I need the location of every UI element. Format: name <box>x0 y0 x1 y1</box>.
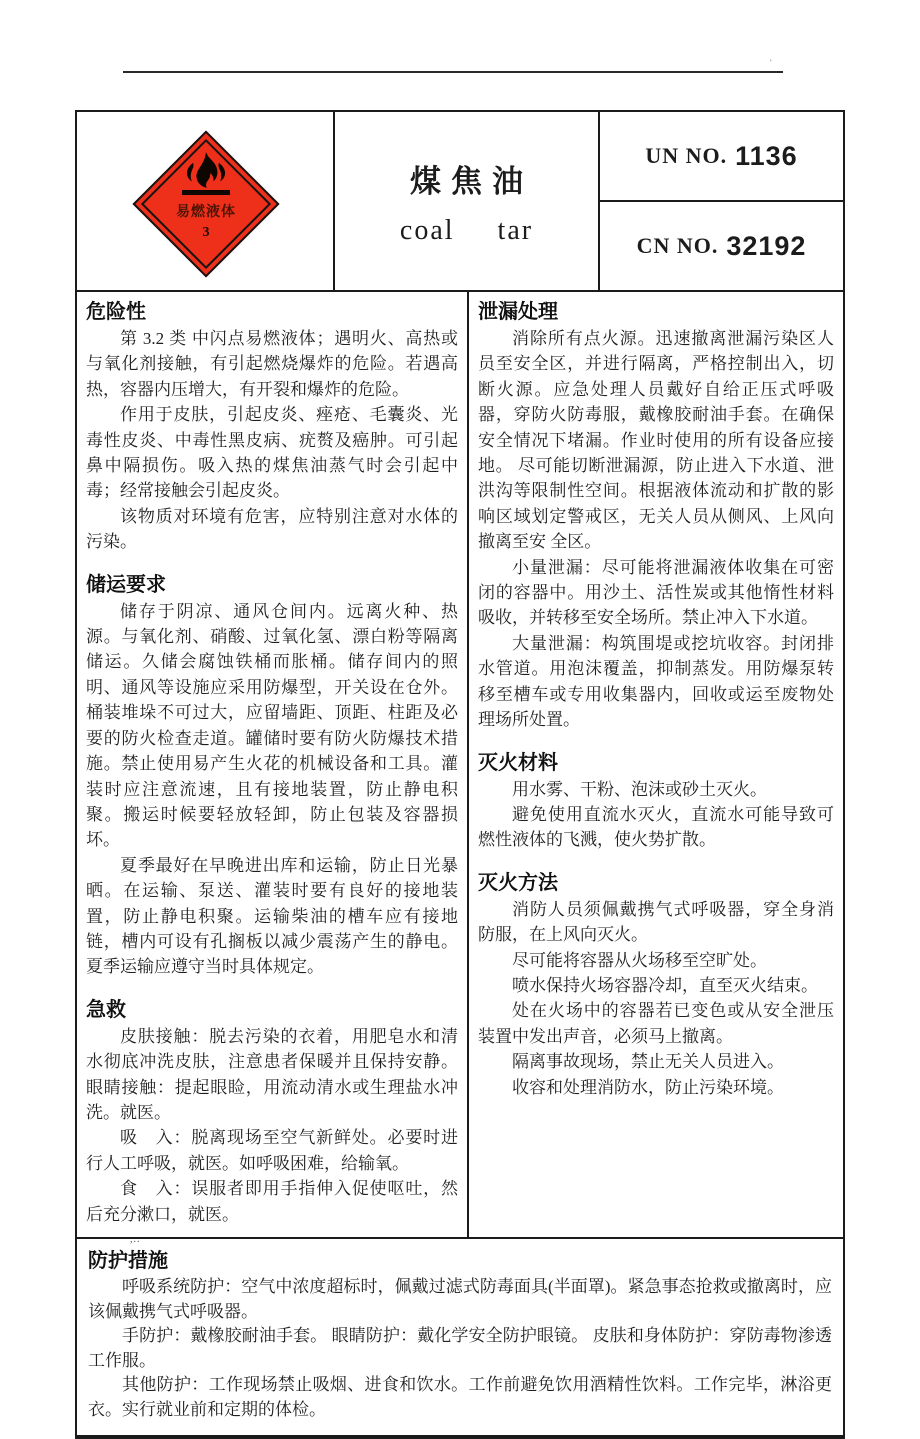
cn-number-box <box>600 202 843 290</box>
paragraph: 收容和处理消防水，防止污染环境。 <box>512 1077 784 1097</box>
section-heading: 储运要求 <box>86 573 166 596</box>
diamond-label: 易燃液体 <box>176 205 236 220</box>
diamond-content <box>131 129 281 279</box>
section-heading: 灭火材料 <box>478 751 558 774</box>
section-heading: 防护措施 <box>88 1250 168 1272</box>
paragraph: 隔离事故现场，禁止无关人员进入。 <box>512 1052 784 1072</box>
scan-artifact-mark: ,.. <box>130 1234 141 1245</box>
product-title-cell <box>335 112 600 290</box>
diamond-class-number: 3 <box>202 225 210 240</box>
un-number-box <box>600 112 843 202</box>
protective-measures-section <box>77 1239 843 1435</box>
paragraph: 用水雾、干粉、泡沫或砂土灭火。 <box>512 779 767 799</box>
left-column <box>77 292 469 1237</box>
paragraph: 尽可能将容器从火场移至空旷处。 <box>512 950 767 970</box>
header-row <box>77 112 843 292</box>
paragraph: 其他防护：工作现场禁止吸烟、进食和饮水。工作前避免饮用酒精性饮料。工作完毕，淋浴更衣。实行就业前和定期的体检。 <box>88 1375 832 1419</box>
hazard-label-cell <box>77 112 335 290</box>
paragraph: 避免使用直流水灭火，直流水可能导致可燃性液体的飞溅，使火势扩散。 <box>478 804 834 850</box>
paragraph: 大量泄漏：构筑围堤或挖坑收容。封闭排水管道。用泡沫覆盖，抑制蒸发。用防爆泵转移至槽车或专用收集器内，回收或运至废物处理场所处置。 <box>478 633 834 730</box>
section-heading: 灭火方法 <box>478 871 558 894</box>
paragraph: 喷水保持火场容器冷却，直至灭火结束。 <box>512 975 818 995</box>
paragraph: 作用于皮肤，引起皮炎、痤疮、毛囊炎、光毒性皮炎、中毒性黑皮病、疣赘及癌肿。可引起鼻中隔损伤。吸入热的煤焦油蒸气时会引起中毒；经常接触会引起皮炎。 <box>86 405 458 501</box>
cn-number-label: CN NO. <box>636 233 719 258</box>
section-heading: 泄漏处理 <box>478 301 558 323</box>
paragraph: 该物质对环境有危害，应特别注意对水体的污染。 <box>86 506 458 552</box>
safety-sheet-table <box>75 110 845 1439</box>
un-number-value: 1136 <box>735 140 798 171</box>
paragraph: 吸 入：脱离现场至空气新鲜处。必要时进行人工呼吸，就医。如呼吸困难，给输氧。 <box>86 1128 458 1173</box>
codes-cell <box>600 112 843 290</box>
paragraph: 小量泄漏：尽可能将泄漏液体收集在可密闭的容器中。用沙土、活性炭或其他惰性材料吸收，并转移至安全场所。禁止冲入下水道。 <box>478 557 834 628</box>
top-rule <box>123 71 783 73</box>
product-name-chinese: 煤焦油 <box>410 163 533 199</box>
cn-number-value: 32192 <box>726 230 807 261</box>
body-row <box>77 292 843 1239</box>
un-number-label: UN NO. <box>645 143 728 168</box>
flame-icon <box>183 151 229 193</box>
paragraph: 消防人员须佩戴携气式呼吸器，穿全身消防服，在上风向灭火。 <box>478 899 834 945</box>
section-heading: 急救 <box>86 998 126 1021</box>
paragraph: 第 3.2 类 中闪点易燃液体；遇明火、高热或与氧化剂接触，有引起燃烧爆炸的危险。若遇高热，容器内压增大，有开裂和爆炸的危险。 <box>86 329 458 399</box>
paragraph: 呼吸系统防护：空气中浓度超标时，佩戴过滤式防毒面具(半面罩)。紧急事态抢救或撤离时，应该佩戴携气式呼吸器。 <box>88 1277 832 1321</box>
hazard-diamond <box>131 129 281 279</box>
paragraph: 夏季最好在早晚进出库和运输，防止日光暴晒。在运输、泵送、灌装时要有良好的接地装置，防止静电积聚。运输柴油的槽车应有接地链，槽内可设有孔搁板以减少震荡产生的静电。夏季运输应遵守当时具体规定。 <box>86 855 458 977</box>
paragraph: 处在火场中的容器若已变色或从安全泄压装置中发出声音，必须马上撤离。 <box>478 1001 834 1046</box>
scan-artifact-mark: ' <box>770 58 772 68</box>
paragraph: 皮肤接触：脱去污染的衣着，用肥皂水和清水彻底冲洗皮肤，注意患者保暖并且保持安静。 眼睛接触：提起眼睑，用流动清水或生理盐水冲洗。就医。 <box>86 1026 458 1122</box>
paragraph: 储存于阴凉、通风仓间内。远离火种、热源。与氧化剂、硝酸、过氧化氢、漂白粉等隔离储运。久储会腐蚀铁桶而胀桶。储存间内的照明、通风等设施应采用防爆型，开关设在仓外。桶装堆垛不可过大，应留墙距、顶距、柱距及必要的防火检查走道。罐储时要有防火防爆技术措施。禁止使用易产生火花的机械设备和工具。灌装时应注意流速，且有接地装置，防止静电积聚。搬运时候要轻放轻卸，防止包装及容器损坏。 <box>86 601 458 850</box>
section-heading: 危险性 <box>86 301 146 323</box>
paragraph: 手防护：戴橡胶耐油手套。 眼睛防护：戴化学安全防护眼镜。 皮肤和身体防护：穿防毒物渗透工作服。 <box>88 1326 832 1370</box>
product-name-english: coal tar <box>399 214 534 246</box>
flame-underline-bar <box>182 190 230 195</box>
paragraph: 食 入：误服者即用手指伸入促使呕吐，然后充分漱口，就医。 <box>86 1179 458 1224</box>
paragraph: 消除所有点火源。迅速撤离泄漏污染区人员至安全区，并进行隔离，严格控制出入，切断火源。应急处理人员戴好自给正压式呼吸器，穿防火防毒服，戴橡胶耐油手套。在确保安全情况下堵漏。作业时使用的所有设备应接地。 尽可能切断泄漏源，防止进入下水道、泄洪沟等限制性空间。根据液体流动和扩散的影响区域划定警戒区，无关人员从侧风、上风向撤离至安 全区。 <box>478 329 834 552</box>
right-column <box>469 292 843 1237</box>
